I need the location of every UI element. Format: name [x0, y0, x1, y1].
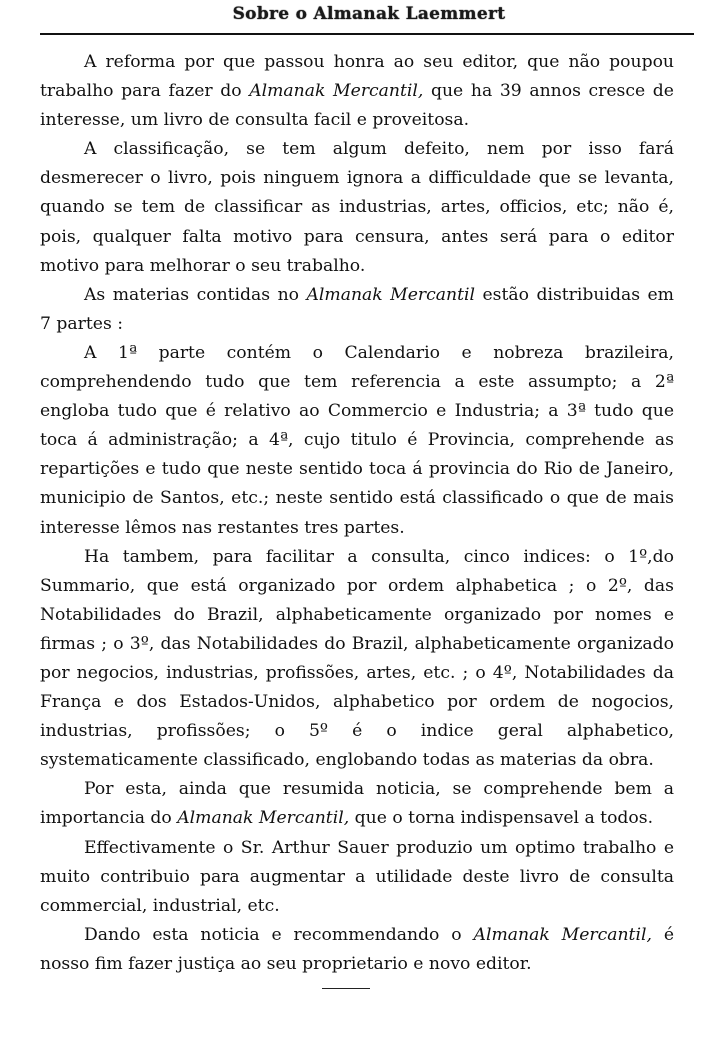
- text-run: que o torna indispensavel a todos.: [349, 808, 654, 829]
- text-run: Ha tambem, para facilitar a consulta, cinco indices: o 1º,do Summario, que está organizado por ordem alphabetica ; o 2º, das Notabilidades do Brazil, alphabeticamente organizado por nomes e firmas ; o 3º, das Notabilidades do Brazil, alphabeticamente organizado por negocios, industrias, profissões, artes, etc. ; o 4º, Notabilidades da França e dos Estados-Unidos, alphabetico por ordem de nogocios, industrias, profissões; o 5º é o indice geral alphabetico, systematicamente classificado, englobando todas as materias da obra.: [40, 546, 674, 771]
- text-run: Effectivamente o Sr. Arthur Sauer produzio um optimo trabalho e muito contribuio para augmentar a utilidade deste livro de consulta commercial, industrial, etc.: [40, 837, 674, 916]
- text-run: A 1ª parte contém o Calendario e nobreza brazileira, comprehendendo tudo que tem referencia a este assumpto; a 2ª engloba tudo que é relativo ao Commercio e Industria; a 3ª tudo que toca á administração; a 4ª, cujo titulo é Provincia, comprehende as repartições e tudo que neste sentido toca á provincia do Rio de Janeiro, municipio de Santos, etc.; neste sentido está classificado o que de mais interesse lêmos nas restantes tres partes.: [40, 342, 674, 538]
- paragraph: [40, 834, 674, 921]
- paragraph: [40, 339, 674, 543]
- text-run: Dando esta noticia e recommendando o: [84, 924, 474, 945]
- header-rule: [40, 33, 694, 35]
- text-run: é nosso fim fazer justiça ao seu proprietario e novo editor.: [40, 924, 674, 974]
- text-run: estão distribuidas em 7 partes :: [40, 284, 674, 334]
- article-body: [40, 48, 674, 979]
- book-title: Almanak Mercantil,: [249, 81, 424, 102]
- paragraph: [40, 48, 674, 135]
- paragraph: [40, 543, 674, 776]
- text-run: A reforma por que passou honra ao seu editor, que não poupou trabalho para fazer do: [40, 52, 674, 102]
- text-run: que ha 39 annos cresce de interesse, um livro de consulta facil e proveitosa.: [40, 81, 674, 131]
- header-title: Sobre o Almanak Laemmert: [232, 4, 506, 24]
- book-title: Almanak Mercantil: [306, 284, 475, 305]
- paragraph: [40, 775, 674, 833]
- end-rule: [322, 988, 370, 989]
- text-run: Por esta, ainda que resumida noticia, se comprehende bem a importancia do: [40, 779, 674, 829]
- book-title: Almanak Mercantil,: [177, 808, 350, 829]
- book-title: Almanak Mercantil,: [473, 924, 652, 945]
- paragraph: [40, 135, 674, 280]
- paragraph: [40, 921, 674, 979]
- paragraph: [40, 281, 674, 339]
- text-run: A classificação, se tem algum defeito, nem por isso fará desmerecer o livro, pois ninguem ignora a difficuldade que se levanta, quando se tem de classificar as industrias, artes, officios, etc; não é, pois, qualquer falta motivo para censura, antes será para o editor motivo para melhorar o seu trabalho.: [40, 139, 674, 276]
- text-run: As materias contidas no: [84, 284, 307, 305]
- running-header: [40, 0, 698, 34]
